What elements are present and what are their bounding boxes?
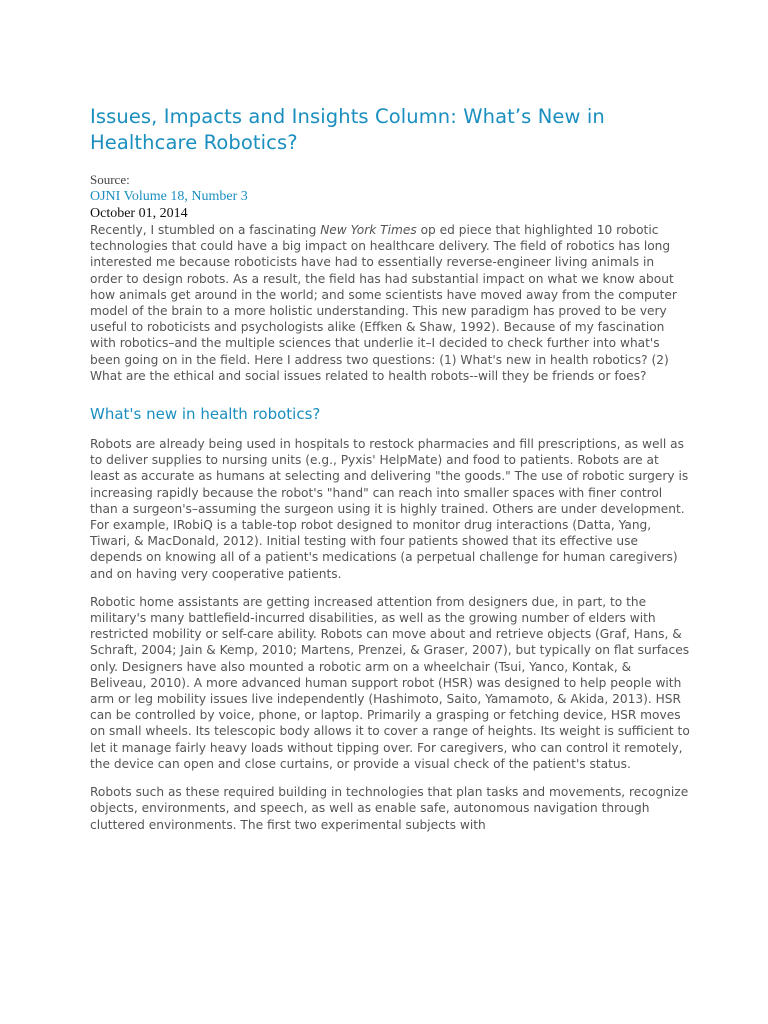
- intro-paragraph: [90, 222, 690, 384]
- article-title: Issues, Impacts and Insights Column: What’s New in Healthcare Robotics?: [90, 105, 605, 154]
- body-paragraph: Robots such as these required building in technologies that plan tasks and movements, recognize objects, environments, and speech, as well as enable safe, autonomous navigation through cluttered environments. The first two experimental subjects with: [90, 785, 689, 832]
- source-label: Source:: [90, 172, 130, 187]
- journal-link[interactable]: OJNI Volume 18, Number 3: [90, 189, 248, 204]
- publication-date: October 01, 2014: [90, 206, 188, 221]
- intro-text-start: Recently, I stumbled on a fascinating: [90, 223, 321, 237]
- section-heading: What's new in health robotics?: [90, 405, 321, 424]
- intro-italic-source: New York Times: [320, 223, 417, 237]
- section-body: [90, 436, 690, 833]
- intro-text-rest: op ed piece that highlighted 10 robotic technologies that could have a big impact on healthcare delivery. The field of robotics has long interested me because roboticists have had to essentially reverse-engineer living animals in order to design robots. As a result, the field has had substantial impact on what we know about how animals get around in the world; and some scientists have moved away from the computer model of the brain to a more holistic understanding. This new paradigm has proved to be very useful to roboticists and psychologists alike (Effken & Shaw, 1992). Because of my fascination with robotics–and the multiple sciences that underlie it–I decided to check further into what's been going on in the field. Here I address two questions: (1) What's new in health robotics? (2) What are the ethical and social issues related to health robots--will they be friends or foes?: [90, 223, 677, 383]
- article: [90, 104, 690, 833]
- body-paragraph: Robots are already being used in hospitals to restock pharmacies and fill prescriptions, as well as to deliver supplies to nursing units (e.g., Pyxis' HelpMate) and food to patients. Robots are at least as accurate as humans at selecting and delivering "the goods." The use of robotic surgery is increasing rapidly because the robot's "hand" can reach into smaller spaces with finer control than a surgeon's–assuming the surgeon using it is highly trained. Others are under development. For example, IRobiQ is a table-top robot designed to monitor drug interactions (Datta, Yang, Tiwari, & MacDonald, 2012). Initial testing with four patients showed that its effective use depends on knowing all of a patient's medications (a perpetual challenge for human caregivers) and on having very cooperative patients.: [90, 437, 689, 581]
- body-paragraph: Robotic home assistants are getting increased attention from designers due, in part, to the military's many battlefield-incurred disabilities, as well as the growing number of elders with restricted mobility or self-care ability. Robots can move about and retrieve objects (Graf, Hans, & Schraft, 2004; Jain & Kemp, 2010; Martens, Prenzei, & Graser, 2007), but typically on flat surfaces only. Designers have also mounted a robotic arm on a wheelchair (Tsui, Yanco, Kontak, & Beliveau, 2010). A more advanced human support robot (HSR) was designed to help people with arm or leg mobility issues live independently (Hashimoto, Saito, Yamamoto, & Akida, 2013). HSR can be controlled by voice, phone, or laptop. Primarily a grasping or fetching device, HSR moves on small wheels. Its telescopic body allows it to cover a range of heights. Its weight is sufficient to let it manage fairly heavy loads without tipping over. For caregivers, who can control it remotely, the device can open and close curtains, or provide a visual check of the patient's status.: [90, 594, 690, 771]
